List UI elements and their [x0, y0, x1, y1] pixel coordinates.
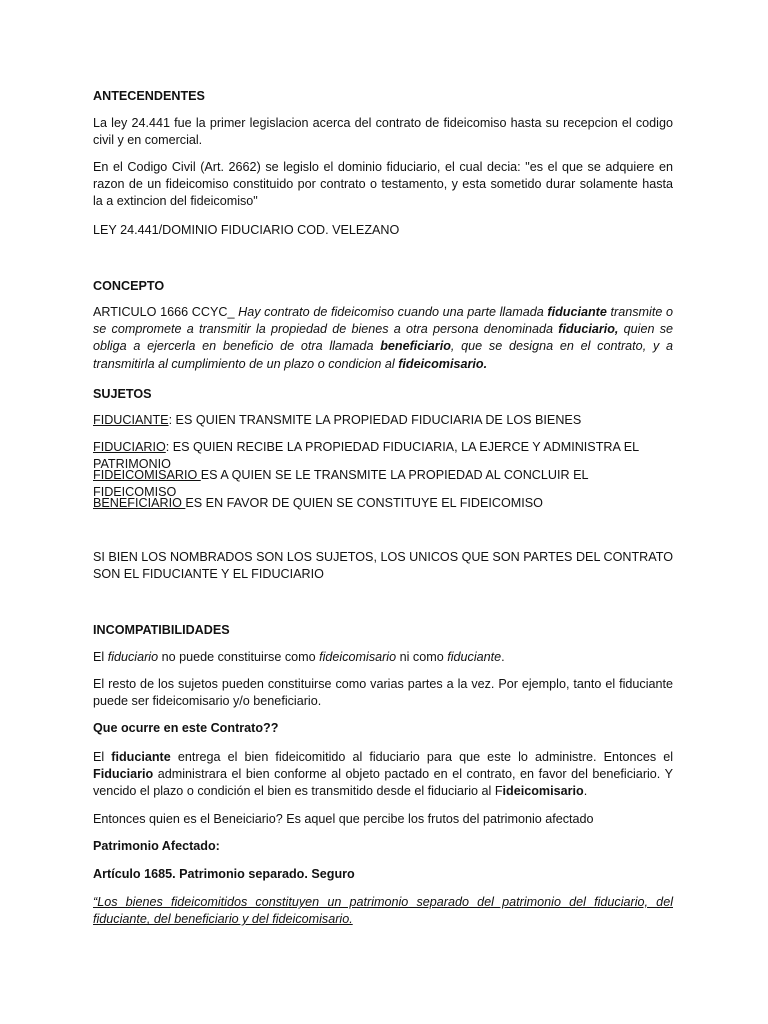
- antecedentes-paragraph-3: LEY 24.441/DOMINIO FIDUCIARIO COD. VELEZANO: [93, 223, 400, 237]
- incompatibilidades-paragraph-2: El resto de los sujetos pueden constituirse como varias partes a la vez. Por ejemplo, tanto el fiduciante puede ser fideicomisario y/o beneficiario.: [93, 677, 673, 709]
- term-fiduciante: fiduciante: [547, 305, 607, 319]
- sujeto-item: [93, 412, 673, 429]
- sujeto-desc: ES A QUIEN SE LE TRANSMITE LA PROPIEDAD AL CONCLUIR EL FIDEICOMISO: [93, 468, 589, 500]
- sujeto-desc: : ES QUIEN TRANSMITE LA PROPIEDAD FIDUCIARIA DE LOS BIENES: [168, 413, 582, 427]
- concepto-heading: CONCEPTO: [93, 279, 165, 293]
- patrimonio-quote: “Los bienes fideicomitidos constituyen un patrimonio separado del patrimonio del fiduciario, del fiduciante, del beneficiario y del fideicomisario.: [93, 895, 673, 927]
- antecedentes-paragraph-1: La ley 24.441 fue la primer legislacion acerca del contrato de fideicomiso hasta su recepcion el codigo civil y en comercial.: [93, 116, 673, 148]
- sujeto-desc: : ES QUIEN RECIBE LA PROPIEDAD FIDUCIARIA, LA EJERCE Y ADMINISTRA EL PATRIMONIO: [93, 440, 639, 472]
- sujetos-note: SI BIEN LOS NOMBRADOS SON LOS SUJETOS, LOS UNICOS QUE SON PARTES DEL CONTRATO SON EL FIDUCIANTE Y EL FIDUCIARIO: [93, 550, 673, 582]
- patrimonio-heading: Patrimonio Afectado:: [93, 839, 220, 853]
- sujeto-item: [93, 495, 673, 512]
- article-label: ARTICULO 1666 CCYC_: [93, 305, 235, 319]
- patrimonio-article: Artículo 1685. Patrimonio separado. Seguro: [93, 867, 355, 881]
- sujeto-term: FIDUCIARIO: [93, 440, 166, 454]
- contrato-paragraph-2: Entonces quien es el Beneiciario? Es aquel que percibe los frutos del patrimonio afectado: [93, 812, 594, 826]
- contrato-heading: Que ocurre en este Contrato??: [93, 721, 279, 735]
- term-fiduciario: fiduciario,: [558, 322, 619, 337]
- sujeto-term: FIDUCIANTE: [93, 413, 169, 427]
- term-fideicomisario: fideicomisario.: [398, 356, 488, 371]
- incompatibilidades-heading: INCOMPATIBILIDADES: [93, 623, 230, 637]
- sujetos-heading: SUJETOS: [93, 387, 152, 401]
- antecedentes-heading: ANTECENDENTES: [93, 89, 205, 103]
- concepto-article-paragraph: ARTICULO 1666 CCYC_ Hay contrato de fideicomiso cuando una parte llamada fiduciante transmite o se compromete a transmitir la propiedad de bienes a otra persona denominada fiduciario, quien se obliga a ejercerla en beneficio de otra llamada beneficiario, que se designa en el contrato, y a transmitirla al cumplimiento de un plazo o condicion al fideicomisario.: [93, 305, 674, 371]
- sujeto-desc: ES EN FAVOR DE QUIEN SE CONSTITUYE EL FIDEICOMISO: [185, 496, 543, 510]
- sujeto-term: BENEFICIARIO: [93, 496, 186, 510]
- antecedentes-paragraph-2: En el Codigo Civil (Art. 2662) se legislo el dominio fiduciario, el cual decia: "es el que se adquiere en razon de un fideicomiso constituido por contrato o testamento, y esta sometido durar solamente hasta la a extincion del fideicomiso": [93, 160, 673, 209]
- incompatibilidades-paragraph-1: El fiduciario no puede constituirse como fideicomisario ni como fiduciante.: [93, 650, 505, 664]
- term-beneficiario: beneficiario: [380, 339, 451, 354]
- sujeto-term: FIDEICOMISARIO: [93, 468, 201, 482]
- contrato-paragraph-1: El fiduciante entrega el bien fideicomitido al fiduciario para que este lo administre. Entonces el Fiduciario administrara el bien conforme al objeto pactado en el contrato, en favor del beneficiario. Y vencido el plazo o condición el bien es transmitido desde el fiduciario al Fideicomisario.: [93, 750, 674, 799]
